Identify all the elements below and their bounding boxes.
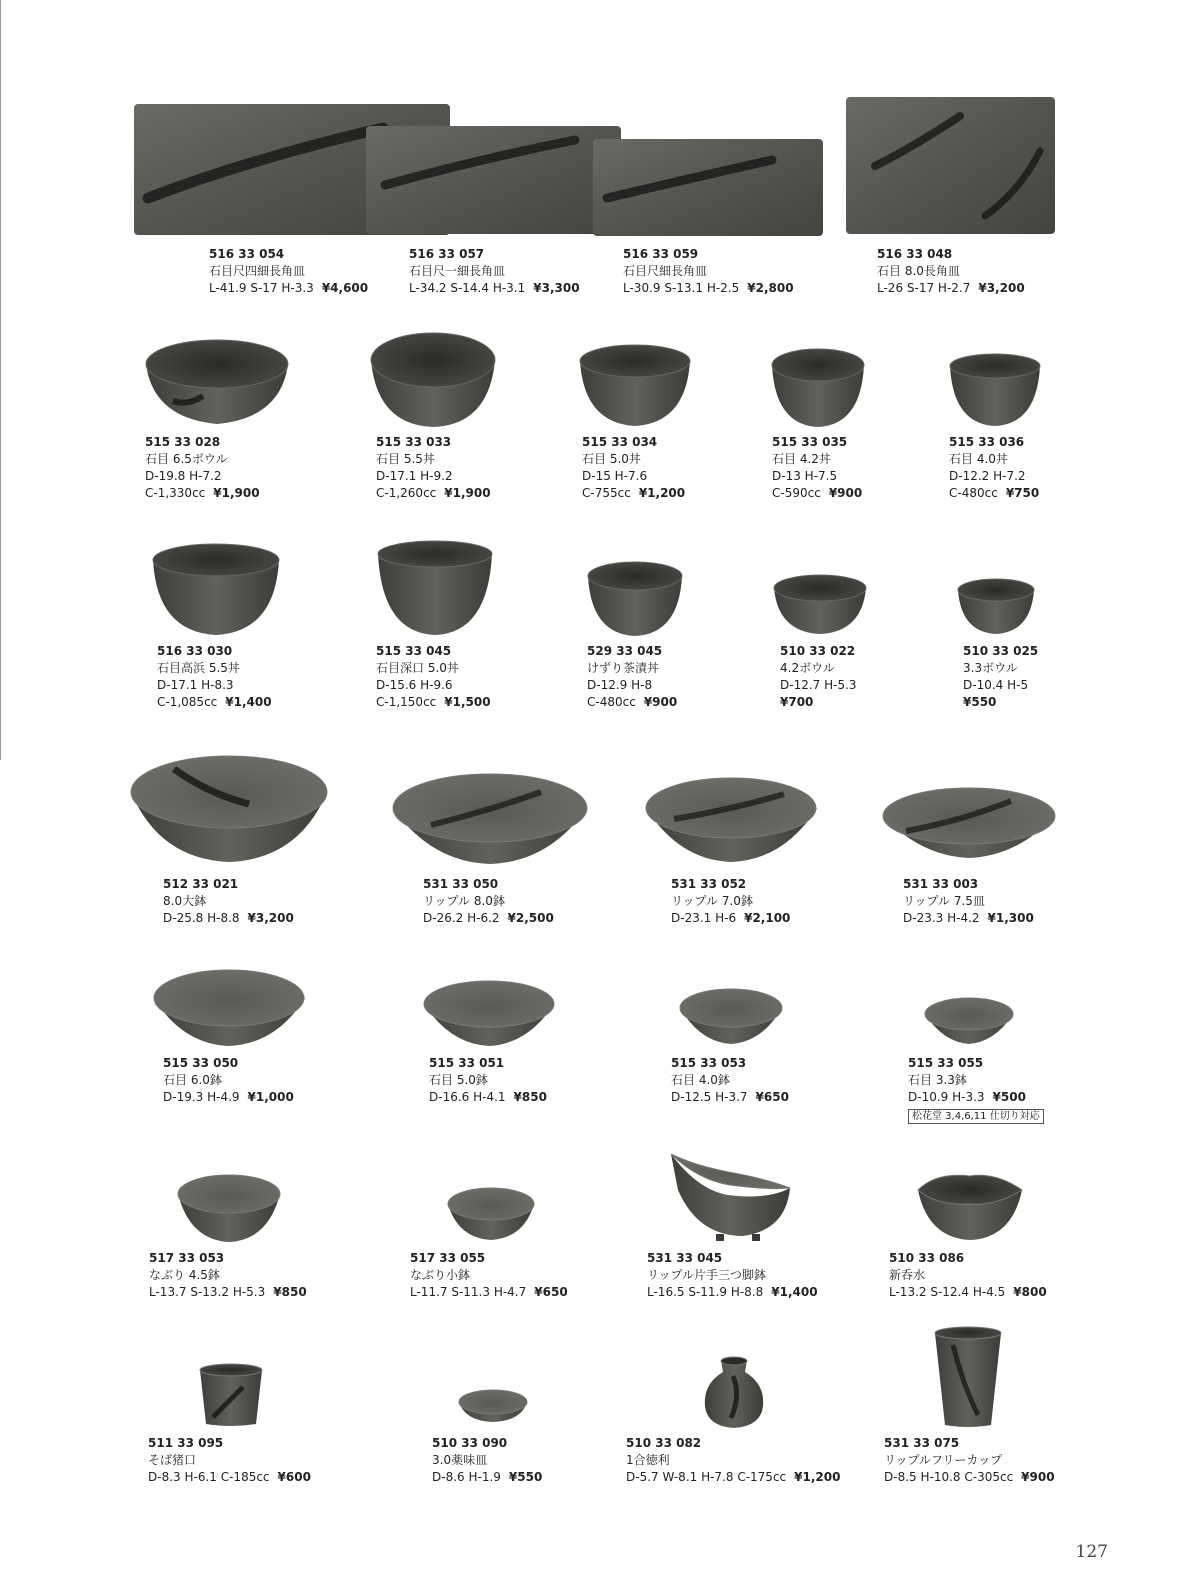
product-code: 515 33 050 [163,1056,239,1070]
product-name: 4.2ボウル [780,661,835,675]
product-code: 510 33 082 [626,1436,702,1450]
product-price: ¥1,000 [247,1090,294,1104]
product-code: 512 33 021 [163,877,239,891]
product-price: ¥750 [1005,486,1040,500]
product-name: リップルフリーカップ [884,1453,1003,1467]
product-price: ¥2,500 [507,911,554,925]
product-dimensions: D-10.9 H-3.3 [908,1090,985,1104]
ripple-bowl-image [391,770,589,866]
product-code: 516 33 057 [409,247,485,261]
product-dimensions: D-23.1 H-6 [671,911,737,925]
product-dimensions: D-12.7 H-5.3 [780,678,857,692]
product-dimensions: L-11.7 S-11.3 H-4.7 [410,1285,527,1299]
product-code: 515 33 036 [949,435,1025,449]
product-code: 510 33 022 [780,644,856,658]
product-dimensions: D-25.8 H-8.8 [163,911,240,925]
product-code: 515 33 045 [376,644,452,658]
product-code: 510 33 090 [432,1436,508,1450]
product-capacity: C-590cc [772,486,821,500]
product-capacity: C-480cc [949,486,998,500]
product-price: ¥2,100 [744,911,791,925]
compatibility-note: 松花堂 3,4,6,11 仕切り対応 [908,1109,1044,1124]
product-name: 8.0大鉢 [163,894,207,908]
product-dimensions: D-12.5 H-3.7 [671,1090,748,1104]
product-price: ¥800 [1013,1285,1047,1299]
product-dimensions: D-17.1 H-9.2 [376,469,453,483]
product-name: 石目 8.0長角皿 [877,264,960,278]
product-price: ¥600 [277,1470,311,1484]
product-dimensions: D-8.3 H-6.1 C-185cc [148,1470,270,1484]
product-dimensions: D-13 H-7.5 [772,469,838,483]
bowl-image [143,336,291,428]
product-price: ¥900 [828,486,863,500]
product-price: ¥500 [992,1090,1026,1104]
product-name: リップル 7.0鉢 [671,894,753,908]
product-name: リップル 8.0鉢 [423,894,505,908]
product-capacity: C-1,085cc [157,695,218,709]
product-price: ¥3,300 [533,281,580,295]
page-edge-rule [0,0,1,760]
product-code: 516 33 030 [157,644,233,658]
product-code: 515 33 034 [582,435,658,449]
product-price: ¥1,900 [213,486,260,500]
rect-plate-image [845,96,1057,236]
long-plate-image [592,138,825,238]
product-dimensions: D-15 H-7.6 [582,469,648,483]
product-name: 石目 5.0丼 [582,452,641,466]
product-dimensions: D-8.6 H-1.9 [432,1470,501,1484]
product-price: ¥1,500 [444,695,491,709]
product-code: 529 33 045 [587,644,663,658]
product-price: ¥850 [513,1090,547,1104]
ripple-cup-image [933,1325,1003,1429]
product-code: 515 33 055 [908,1056,984,1070]
product-name: 1合徳利 [626,1453,670,1467]
shallow-bowl-image [678,986,784,1046]
product-name: 石目尺細長角皿 [623,264,708,278]
product-code: 517 33 055 [410,1251,486,1265]
product-code: 515 33 035 [772,435,848,449]
product-price: ¥900 [1021,1470,1055,1484]
product-code: 516 33 059 [623,247,699,261]
product-name: なぶり 4.5鉢 [149,1268,220,1282]
product-name: 石目 6.5ボウル [145,452,228,466]
product-name: 石目 4.2丼 [772,452,831,466]
page-number: 127 [1075,1542,1108,1562]
bowl-image [376,538,494,638]
product-name: 石目 5.5丼 [376,452,435,466]
product-code: 531 33 050 [423,877,499,891]
sake-bottle-image [701,1356,767,1430]
product-dimensions: D-5.7 W-8.1 H-7.8 C-175cc [626,1470,787,1484]
product-dimensions: D-12.9 H-8 [587,678,653,692]
bowl-image [956,576,1036,636]
product-name: 石目 4.0丼 [949,452,1008,466]
condiment-dish-image [457,1388,529,1424]
product-dimensions: D-19.8 H-7.2 [145,469,222,483]
product-dimensions: D-26.2 H-6.2 [423,911,500,925]
product-price: ¥1,400 [225,695,272,709]
product-price: ¥1,200 [638,486,686,500]
product-dimensions: D-23.3 H-4.2 [903,911,980,925]
product-name: 石目 5.0鉢 [429,1073,488,1087]
product-price: ¥1,900 [444,486,491,500]
product-code: 516 33 048 [877,247,953,261]
product-code: 531 33 045 [647,1251,723,1265]
soba-cup-image [198,1362,264,1428]
product-dimensions: L-30.9 S-13.1 H-2.5 [623,281,740,295]
product-name: けずり茶漬丼 [587,661,660,675]
product-price: ¥1,400 [771,1285,818,1299]
product-code: 515 33 028 [145,435,221,449]
bowl-image [770,347,866,429]
product-dimensions: L-13.7 S-13.2 H-5.3 [149,1285,266,1299]
product-code: 531 33 003 [903,877,979,891]
product-price: ¥3,200 [978,281,1025,295]
footed-bowl-image [668,1150,794,1244]
product-capacity: C-1,260cc [376,486,437,500]
product-name: 石目深口 5.0丼 [376,661,459,675]
product-name: 3.0薬味皿 [432,1453,488,1467]
product-dimensions: D-16.6 H-4.1 [429,1090,506,1104]
bowl-image [586,560,684,638]
product-code: 511 33 095 [148,1436,224,1450]
product-code: 516 33 054 [209,247,285,261]
pinched-bowl-image [916,1170,1024,1242]
product-name: そば猪口 [148,1453,197,1467]
product-name: なぶり小鉢 [410,1268,471,1282]
product-name: 新呑水 [889,1268,926,1282]
product-price: ¥550 [508,1470,543,1484]
product-name: 石目 6.0鉢 [163,1073,222,1087]
product-name: リップル 7.5皿 [903,894,985,908]
product-code: 531 33 052 [671,877,747,891]
bowl-image [578,343,692,429]
product-price: ¥2,800 [747,281,794,295]
product-capacity: C-1,150cc [376,695,437,709]
product-name: 3.3ボウル [963,661,1018,675]
product-price: ¥650 [534,1285,568,1299]
product-price: ¥3,200 [247,911,294,925]
product-name: 石目 4.0鉢 [671,1073,730,1087]
product-price: ¥650 [755,1090,789,1104]
product-dimensions: L-26 S-17 H-2.7 [877,281,971,295]
product-price: ¥1,200 [794,1470,841,1484]
product-capacity: C-1,330cc [145,486,206,500]
bowl-image [369,330,497,430]
shallow-bowl-image [923,996,1015,1046]
product-dimensions: L-16.5 S-11.9 H-8.8 [647,1285,764,1299]
bowl-image [176,1172,282,1244]
product-dimensions: L-41.9 S-17 H-3.3 [209,281,314,295]
product-name: 石目 3.3鉢 [908,1073,967,1087]
bowl-image [948,352,1042,428]
product-code: 531 33 075 [884,1436,960,1450]
product-dimensions: D-10.4 H-5 [963,678,1029,692]
product-code: 510 33 086 [889,1251,965,1265]
product-code: 515 33 051 [429,1056,505,1070]
ripple-bowl-image [644,774,819,864]
bowl-image [772,572,868,636]
product-dimensions: D-12.2 H-7.2 [949,469,1026,483]
product-price: ¥1,300 [987,911,1034,925]
bowl-image [446,1186,536,1242]
bowl-image [151,542,281,638]
product-price: ¥550 [963,695,997,709]
product-price: ¥700 [780,695,814,709]
product-name: リップル片手三つ脚鉢 [647,1268,767,1282]
product-dimensions: L-34.2 S-14.4 H-3.1 [409,281,526,295]
product-dimensions: L-13.2 S-12.4 H-4.5 [889,1285,1006,1299]
large-bowl-image [129,754,329,866]
product-code: 517 33 053 [149,1251,225,1265]
product-name: 石目尺四細長角皿 [209,264,306,278]
product-capacity: C-755cc [582,486,631,500]
product-code: 510 33 025 [963,644,1039,658]
product-dimensions: D-8.5 H-10.8 C-305cc [884,1470,1014,1484]
product-price: ¥4,600 [321,281,369,295]
product-name: 石目尺一細長角皿 [409,264,506,278]
shallow-bowl-image [422,978,556,1048]
product-capacity: C-480cc [587,695,636,709]
ripple-plate-image [881,786,1057,860]
product-code: 515 33 033 [376,435,452,449]
product-price: ¥900 [643,695,678,709]
product-name: 石目高浜 5.5丼 [157,661,240,675]
product-dimensions: D-19.3 H-4.9 [163,1090,240,1104]
product-price: ¥850 [273,1285,307,1299]
product-code: 515 33 053 [671,1056,747,1070]
product-dimensions: D-17.1 H-8.3 [157,678,234,692]
shallow-bowl-image [152,966,307,1048]
long-plate-image [365,125,623,237]
product-dimensions: D-15.6 H-9.6 [376,678,453,692]
